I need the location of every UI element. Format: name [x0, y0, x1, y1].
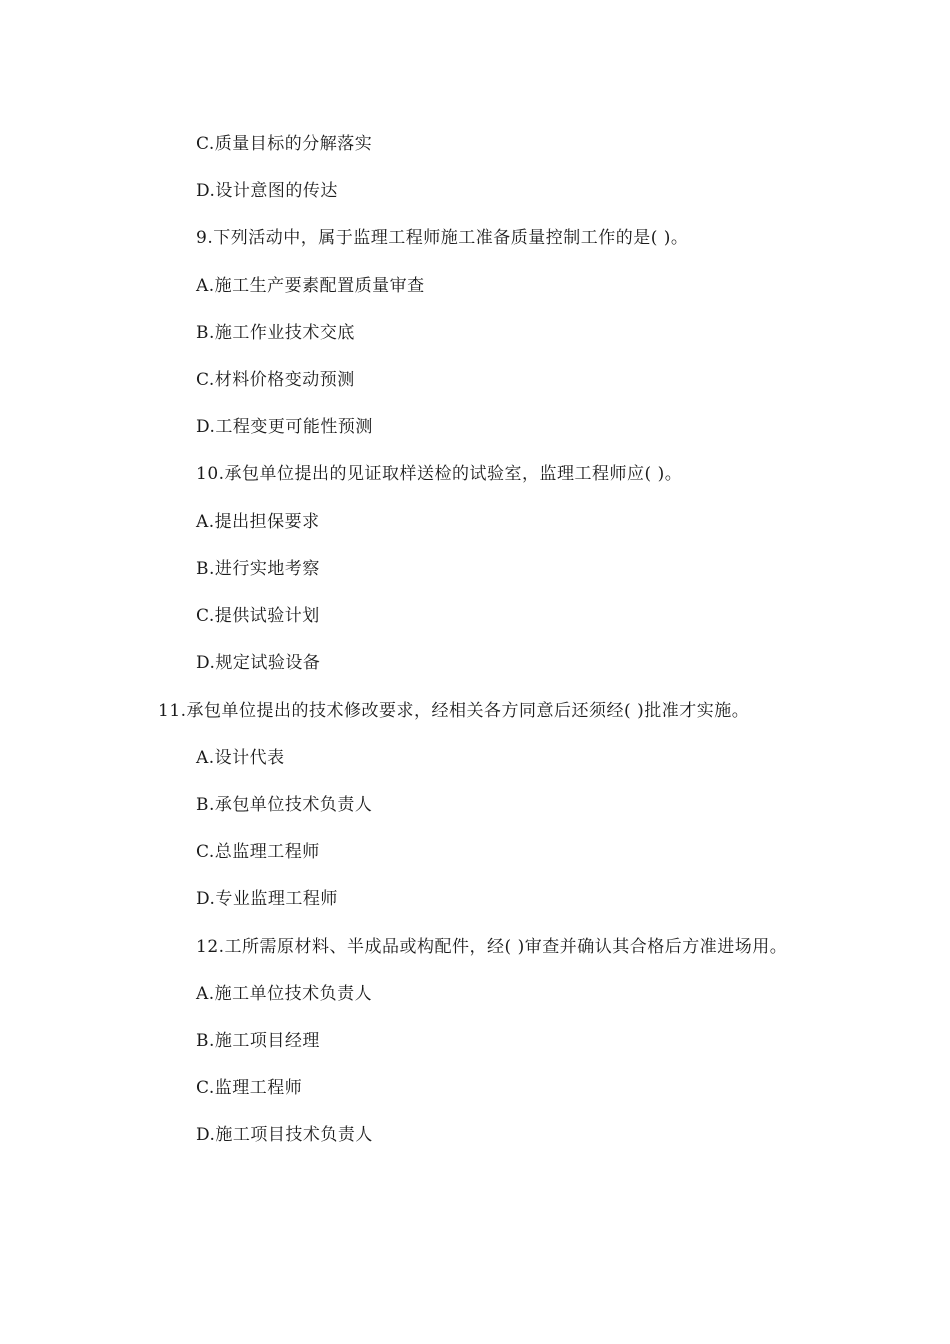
option-c-q10: C.提供试验计划: [196, 606, 320, 626]
option-b-q12: B.施工项目经理: [196, 1031, 320, 1051]
option-b-q10: B.进行实地考察: [196, 559, 320, 579]
option-b-q9: B.施工作业技术交底: [196, 323, 355, 343]
option-c-q12: C.监理工程师: [196, 1078, 303, 1098]
option-a-q12: A.施工单位技术负责人: [196, 984, 373, 1004]
option-c-q9: C.材料价格变动预测: [196, 370, 355, 390]
question-11: 11.承包单位提出的技术修改要求，经相关各方同意后还须经( )批准才实施。: [158, 701, 750, 721]
question-10: 10.承包单位提出的见证取样送检的试验室，监理工程师应( )。: [196, 464, 683, 484]
option-b-q11: B.承包单位技术负责人: [196, 795, 373, 815]
option-c-q11: C.总监理工程师: [196, 842, 320, 862]
question-12: 12.工所需原材料、半成品或构配件，经( )审查并确认其合格后方准进场用。: [196, 937, 788, 957]
option-d-q8: D.设计意图的传达: [196, 181, 338, 201]
option-d-q12: D.施工项目技术负责人: [196, 1125, 373, 1145]
option-d-q11: D.专业监理工程师: [196, 889, 338, 909]
option-a-q9: A.施工生产要素配置质量审查: [196, 276, 425, 296]
option-a-q11: A.设计代表: [196, 748, 285, 768]
option-d-q10: D.规定试验设备: [196, 653, 321, 673]
option-a-q10: A.提出担保要求: [196, 512, 320, 532]
option-d-q9: D.工程变更可能性预测: [196, 417, 373, 437]
option-c-q8: C.质量目标的分解落实: [196, 134, 373, 154]
question-9: 9.下列活动中，属于监理工程师施工准备质量控制工作的是( )。: [196, 228, 689, 248]
